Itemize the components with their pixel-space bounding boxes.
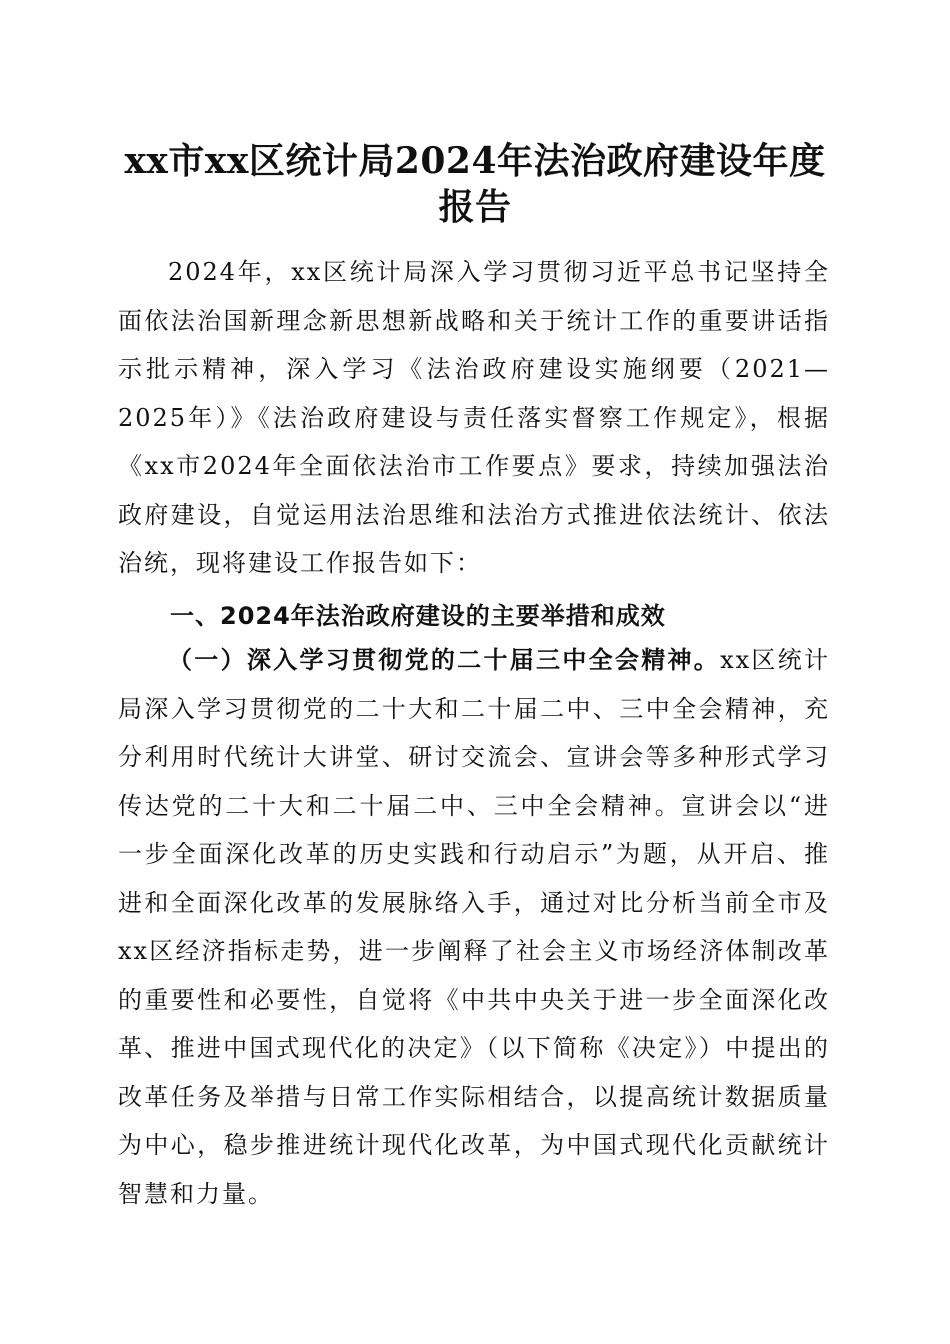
document-title: xx市xx区统计局2024年法治政府建设年度报告 (124, 140, 826, 228)
subsection-body: xx区统计局深入学习贯彻党的二十大和二十届二中、三中全会精神，充分利用时代统计大讲堂、研讨交流会、宣讲会等多种形式学习传达党的二十大和二十届二中、三中全会精神。宣讲会以“进一步全面深化改革的历史实践和行动启示”为题，从开启、推进和全面深化改革的发展脉络入手，通过对比分析当前全市及xx区经济指标走势，进一步阐释了社会主义市场经济体制改革的重要性和必要性，自觉将《中共中央关于进一步全面深化改革、推进中国式现代化的决定》（以下简称《决定》）中提出的改革任务及举措与日常工作实际相结合，以提高统计数据质量为中心，稳步推进统计现代化改革，为中国式现代化贡献统计智慧和力量。 (118, 646, 830, 1208)
subsection-paragraph (118, 636, 830, 1218)
intro-paragraph: 2024年，xx区统计局深入学习贯彻习近平总书记坚持全面依法治国新理念新思想新战略和关于统计工作的重要讲话指示批示精神，深入学习《法治政府建设实施纲要（2021—2025年）》《法治政府建设与责任落实督察工作规定》，根据《xx市2024年全面依法治市工作要点》要求，持续加强法治政府建设，自觉运用法治思维和法治方式推进依法统计、依法治统，现将建设工作报告如下： (118, 258, 830, 577)
subsection-heading: （一）深入学习贯彻党的二十届三中全会精神。 (168, 645, 721, 674)
section-heading: 一、2024年法治政府建设的主要举措和成效 (170, 602, 666, 630)
